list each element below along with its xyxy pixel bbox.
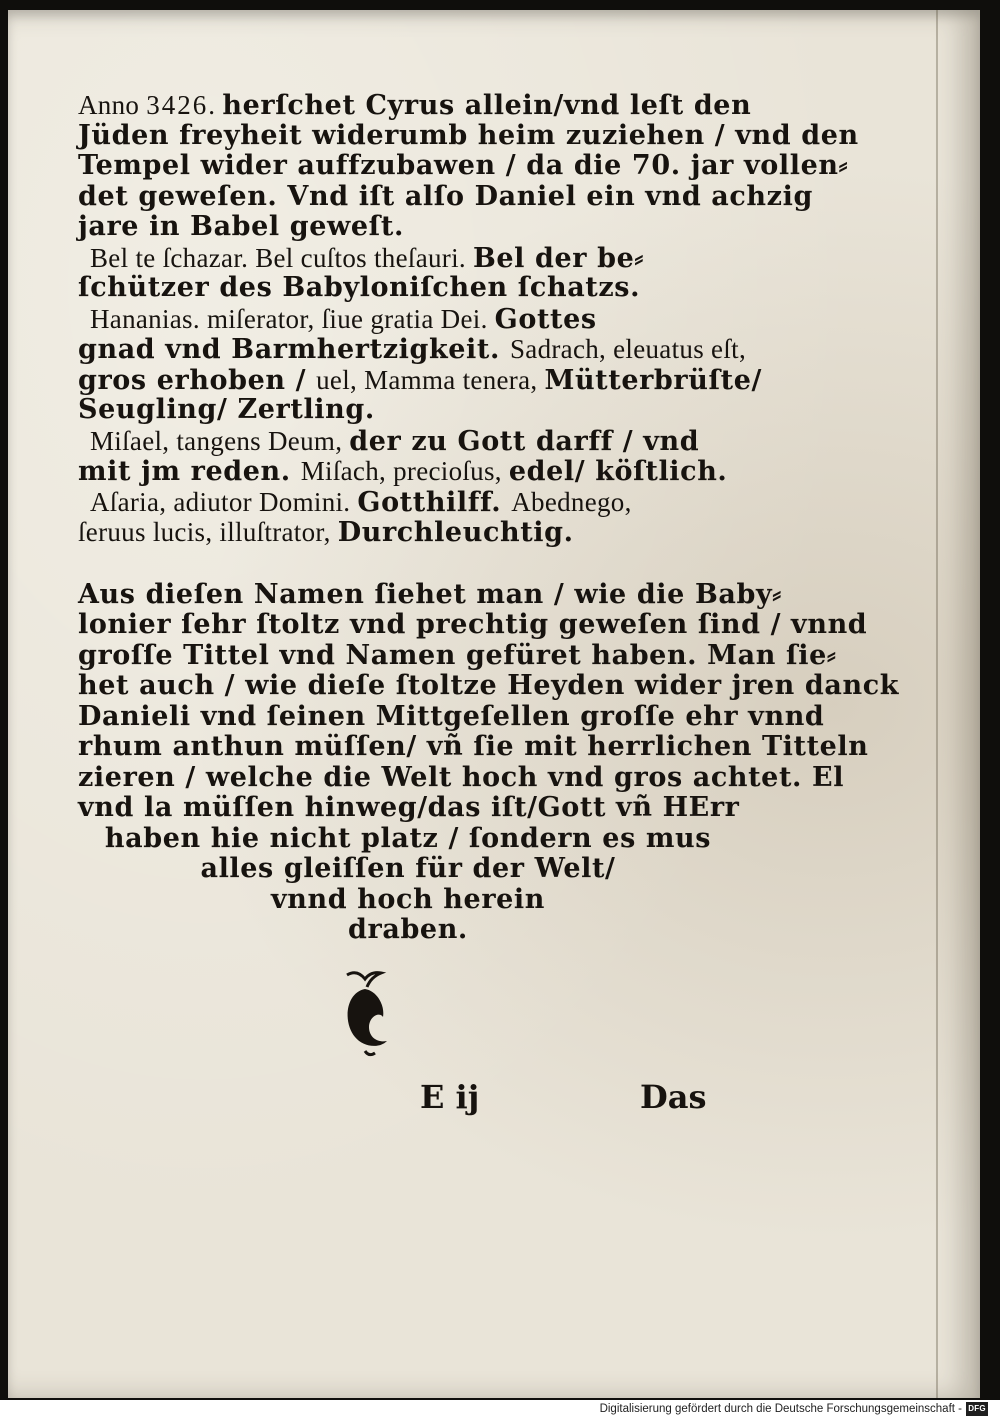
text-run: Abednego,	[511, 486, 632, 517]
paragraph-asaria	[78, 487, 738, 548]
text-line	[78, 700, 825, 733]
text-run: edel/ köſtlich.	[508, 456, 728, 487]
text-line	[78, 456, 738, 487]
text-run: 3426	[146, 90, 209, 120]
text-run: Gottes	[494, 303, 597, 335]
paragraph-hananias	[78, 303, 762, 426]
text-line	[78, 824, 738, 855]
text-run: herſchet Cyrus allein/vnd leſt den	[222, 90, 752, 121]
text-line	[78, 761, 845, 794]
paragraph-gap	[78, 548, 738, 580]
text-line	[78, 364, 762, 396]
text-run: draben.	[348, 914, 468, 945]
text-run: groſſe Tittel vnd Namen gefüret haben. Man ſie⸗	[78, 639, 837, 671]
text-run: Sadrach, eleuatus eſt,	[509, 334, 746, 364]
text-line	[78, 150, 849, 182]
text-run: det geweſen. Vnd iſt alſo Daniel ein vnd achzig	[78, 180, 813, 212]
paragraph-beltschazar	[78, 243, 738, 304]
text-run: lonier ſehr ſtoltz vnd prechtig geweſen ſind / vnnd	[78, 609, 868, 640]
text-run: der zu Gott darff / vnd	[349, 425, 700, 457]
text-line	[78, 212, 738, 243]
text-run: zieren / welche die Welt hoch vnd gros achtet. El	[78, 761, 845, 793]
text-run: Miſach, precioſus,	[300, 456, 509, 486]
text-run: ſeruus lucis, illuſtrator,	[78, 517, 338, 547]
paragraph-misael	[78, 426, 738, 487]
text-run: Bel te ſchazar. Bel cuſtos theſauri.	[90, 242, 473, 273]
text-run: vnnd hoch herein	[270, 883, 546, 915]
text-line	[78, 854, 738, 885]
text-line	[78, 304, 738, 335]
text-line	[78, 487, 738, 518]
text-line	[78, 273, 738, 304]
text-run: haben hie nicht platz / ſondern es mus	[104, 822, 712, 854]
text-line	[78, 731, 869, 763]
text-run: jare in Babel geweſt.	[78, 211, 404, 242]
text-line	[78, 119, 859, 152]
text-line	[78, 578, 782, 611]
text-line	[78, 243, 738, 274]
text-run: Anno	[78, 90, 147, 120]
text-run: .	[208, 90, 223, 120]
page-text	[78, 90, 900, 946]
fleuron-ornament-icon	[335, 965, 395, 1060]
dfg-logo: DFG	[966, 1402, 988, 1416]
text-line	[78, 334, 746, 365]
text-line	[78, 90, 752, 121]
text-run: het auch / wie dieſe ſtoltze Heyden wider jren danck	[78, 670, 900, 701]
text-run: uel, Mamma tenera,	[316, 364, 545, 395]
text-run: Aus dieſen Namen ſiehet man / wie die Baby⸗	[78, 578, 782, 610]
text-line	[78, 670, 900, 702]
text-line	[78, 395, 738, 426]
text-run: Miſael, tangens Deum,	[90, 425, 350, 456]
text-run: mit jm reden.	[78, 456, 301, 487]
text-run: Durchleuchtig.	[337, 517, 574, 548]
funding-credit: Digitalisierung gefördert durch die Deutsche Forschungsgemeinschaft -	[599, 1403, 962, 1415]
text-run: Danieli vnd ſeinen Mittgeſellen groſſe ehr vnnd	[78, 700, 825, 732]
text-run: gnad vnd Barmhertzigkeit.	[78, 334, 510, 365]
paragraph-cyrus	[78, 90, 859, 243]
text-line	[78, 793, 738, 824]
text-run: gros erhoben /	[78, 364, 317, 396]
text-run: Jüden freyheit widerumb heim zuziehen / vnd den	[78, 119, 859, 151]
catchword: Das	[640, 1078, 707, 1116]
text-line	[78, 180, 813, 213]
paragraph-commentary	[78, 578, 900, 794]
text-run: Tempel wider auffzubawen / da die 70. jar vollen⸗	[78, 150, 849, 181]
text-run: Aſaria, adiutor Domini.	[90, 486, 358, 517]
text-line	[78, 517, 738, 548]
text-line	[78, 915, 738, 946]
text-run: vnd la müſſen hinweg/das iſt/Gott vñ HErr	[78, 792, 740, 823]
text-run: ſchützer des Babyloniſchen ſchatzs.	[78, 272, 641, 303]
text-line	[78, 885, 738, 916]
page-edge	[936, 10, 938, 1398]
text-run: Bel der be⸗	[472, 242, 644, 274]
text-run: Mütterbrüſte/	[544, 364, 762, 396]
text-run: alles gleiſſen für der Welt/	[200, 853, 616, 884]
text-run: rhum anthun müſſen/ vñ ſie mit herrlichen Titteln	[78, 731, 869, 762]
text-run: Gotthilff.	[357, 486, 512, 518]
text-line	[78, 609, 868, 641]
text-run: Seugling/ Zertling.	[78, 394, 375, 425]
paragraph-closing-taper	[78, 793, 738, 946]
text-line	[78, 639, 837, 672]
text-run: Hananias. miſerator, ſiue gratia Dei.	[90, 303, 495, 334]
signature-mark: E ij	[420, 1078, 480, 1116]
text-line	[78, 426, 738, 457]
